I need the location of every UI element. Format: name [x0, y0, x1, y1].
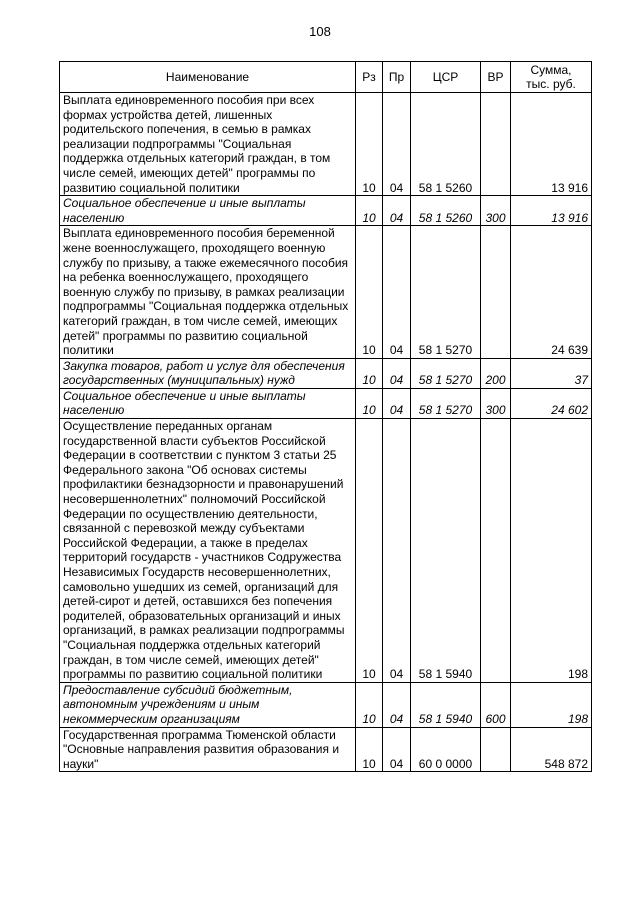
- row-pr: 04: [383, 682, 411, 727]
- table-row: [60, 682, 592, 727]
- page-number: 108: [309, 24, 331, 39]
- row-pr: 04: [383, 388, 411, 418]
- row-csr: 58 1 5260: [411, 93, 481, 196]
- table-row: [60, 93, 592, 196]
- row-sum: 24 602: [511, 388, 592, 418]
- row-rz: 10: [356, 419, 383, 683]
- row-rz: 10: [356, 682, 383, 727]
- row-rz: 10: [356, 196, 383, 226]
- row-sum: 198: [511, 682, 592, 727]
- row-vr: [481, 226, 511, 358]
- row-pr: 04: [383, 93, 411, 196]
- row-name: Социальное обеспечение и иные выплаты населению: [60, 196, 356, 226]
- row-name: Государственная программа Тюменской области "Основные направления развития образования и науки": [60, 727, 356, 772]
- row-name: Закупка товаров, работ и услуг для обеспечения государственных (муниципальных) нужд: [60, 358, 356, 388]
- row-rz: 10: [356, 358, 383, 388]
- row-name: Выплата единовременного пособия беременной жене военнослужащего, проходящего военную службу по призыву, а также ежемесячного пособия на ребенка военнослужащего, проходящего военную службу по призыву, в рамках реализации подпрограммы "Социальная поддержка отдельных категорий граждан, в том числе семей, имеющих детей" программы по развитию социальной политики: [60, 226, 356, 358]
- row-csr: 58 1 5940: [411, 419, 481, 683]
- row-name: Предоставление субсидий бюджетным, автономным учреждениям и иным некоммерческим организациям: [60, 682, 356, 727]
- row-sum: 198: [511, 419, 592, 683]
- row-pr: 04: [383, 226, 411, 358]
- header-sum-line1: Сумма,: [530, 63, 572, 77]
- table-row: [60, 727, 592, 772]
- row-csr: 58 1 5940: [411, 682, 481, 727]
- header-sum-line2: тыс. руб.: [526, 77, 576, 91]
- row-rz: 10: [356, 226, 383, 358]
- row-pr: 04: [383, 196, 411, 226]
- row-rz: 10: [356, 388, 383, 418]
- row-vr: 600: [481, 682, 511, 727]
- row-name: Осуществление переданных органам государственной власти субъектов Российской Федерации в соответствии с пунктом 3 статьи 25 Федерального закона "Об основах системы профилактики безнадзорности и правонарушений несовершеннолетних" полномочий Российской Федерации по осуществлению деятельности, связанной с перевозкой между субъектами Российской Федерации, а также в пределах территорий государств - участников Содружества Независимых Государств несовершеннолетних, самовольно ушедших из семей, организаций для детей-сирот и детей, оставшихся без попечения родителей, образовательных организаций и иных организаций, в рамках реализации подпрограммы "Социальная поддержка отдельных категорий граждан, в том числе семей, имеющих детей" программы по развитию социальной политики: [60, 419, 356, 683]
- row-sum: 548 872: [511, 727, 592, 772]
- row-vr: 300: [481, 196, 511, 226]
- row-vr: [481, 419, 511, 683]
- table-row: [60, 196, 592, 226]
- row-pr: 04: [383, 419, 411, 683]
- row-sum: 24 639: [511, 226, 592, 358]
- header-pr: Пр: [383, 62, 411, 93]
- row-sum: 13 916: [511, 93, 592, 196]
- row-vr: [481, 93, 511, 196]
- header-csr: ЦСР: [411, 62, 481, 93]
- table-row: [60, 226, 592, 358]
- row-rz: 10: [356, 93, 383, 196]
- budget-table: [59, 61, 592, 772]
- row-csr: 58 1 5270: [411, 358, 481, 388]
- row-sum: 13 916: [511, 196, 592, 226]
- row-vr: 200: [481, 358, 511, 388]
- header-name: Наименование: [60, 62, 356, 93]
- row-name: Выплата единовременного пособия при всех формах устройства детей, лишенных родительского попечения, в семью в рамках реализации подпрограммы "Социальная поддержка отдельных категорий граждан, в том числе семей, имеющих детей" программы по развитию социальной политики: [60, 93, 356, 196]
- row-name: Социальное обеспечение и иные выплаты населению: [60, 388, 356, 418]
- row-pr: 04: [383, 727, 411, 772]
- header-rz: Рз: [356, 62, 383, 93]
- row-vr: 300: [481, 388, 511, 418]
- header-row: [60, 62, 592, 93]
- table-row: [60, 419, 592, 683]
- table-row: [60, 388, 592, 418]
- row-sum: 37: [511, 358, 592, 388]
- table-row: [60, 358, 592, 388]
- row-vr: [481, 727, 511, 772]
- row-csr: 58 1 5260: [411, 196, 481, 226]
- header-sum: [511, 62, 592, 93]
- header-vr: ВР: [481, 62, 511, 93]
- row-csr: 58 1 5270: [411, 226, 481, 358]
- row-pr: 04: [383, 358, 411, 388]
- row-csr: 60 0 0000: [411, 727, 481, 772]
- row-rz: 10: [356, 727, 383, 772]
- row-csr: 58 1 5270: [411, 388, 481, 418]
